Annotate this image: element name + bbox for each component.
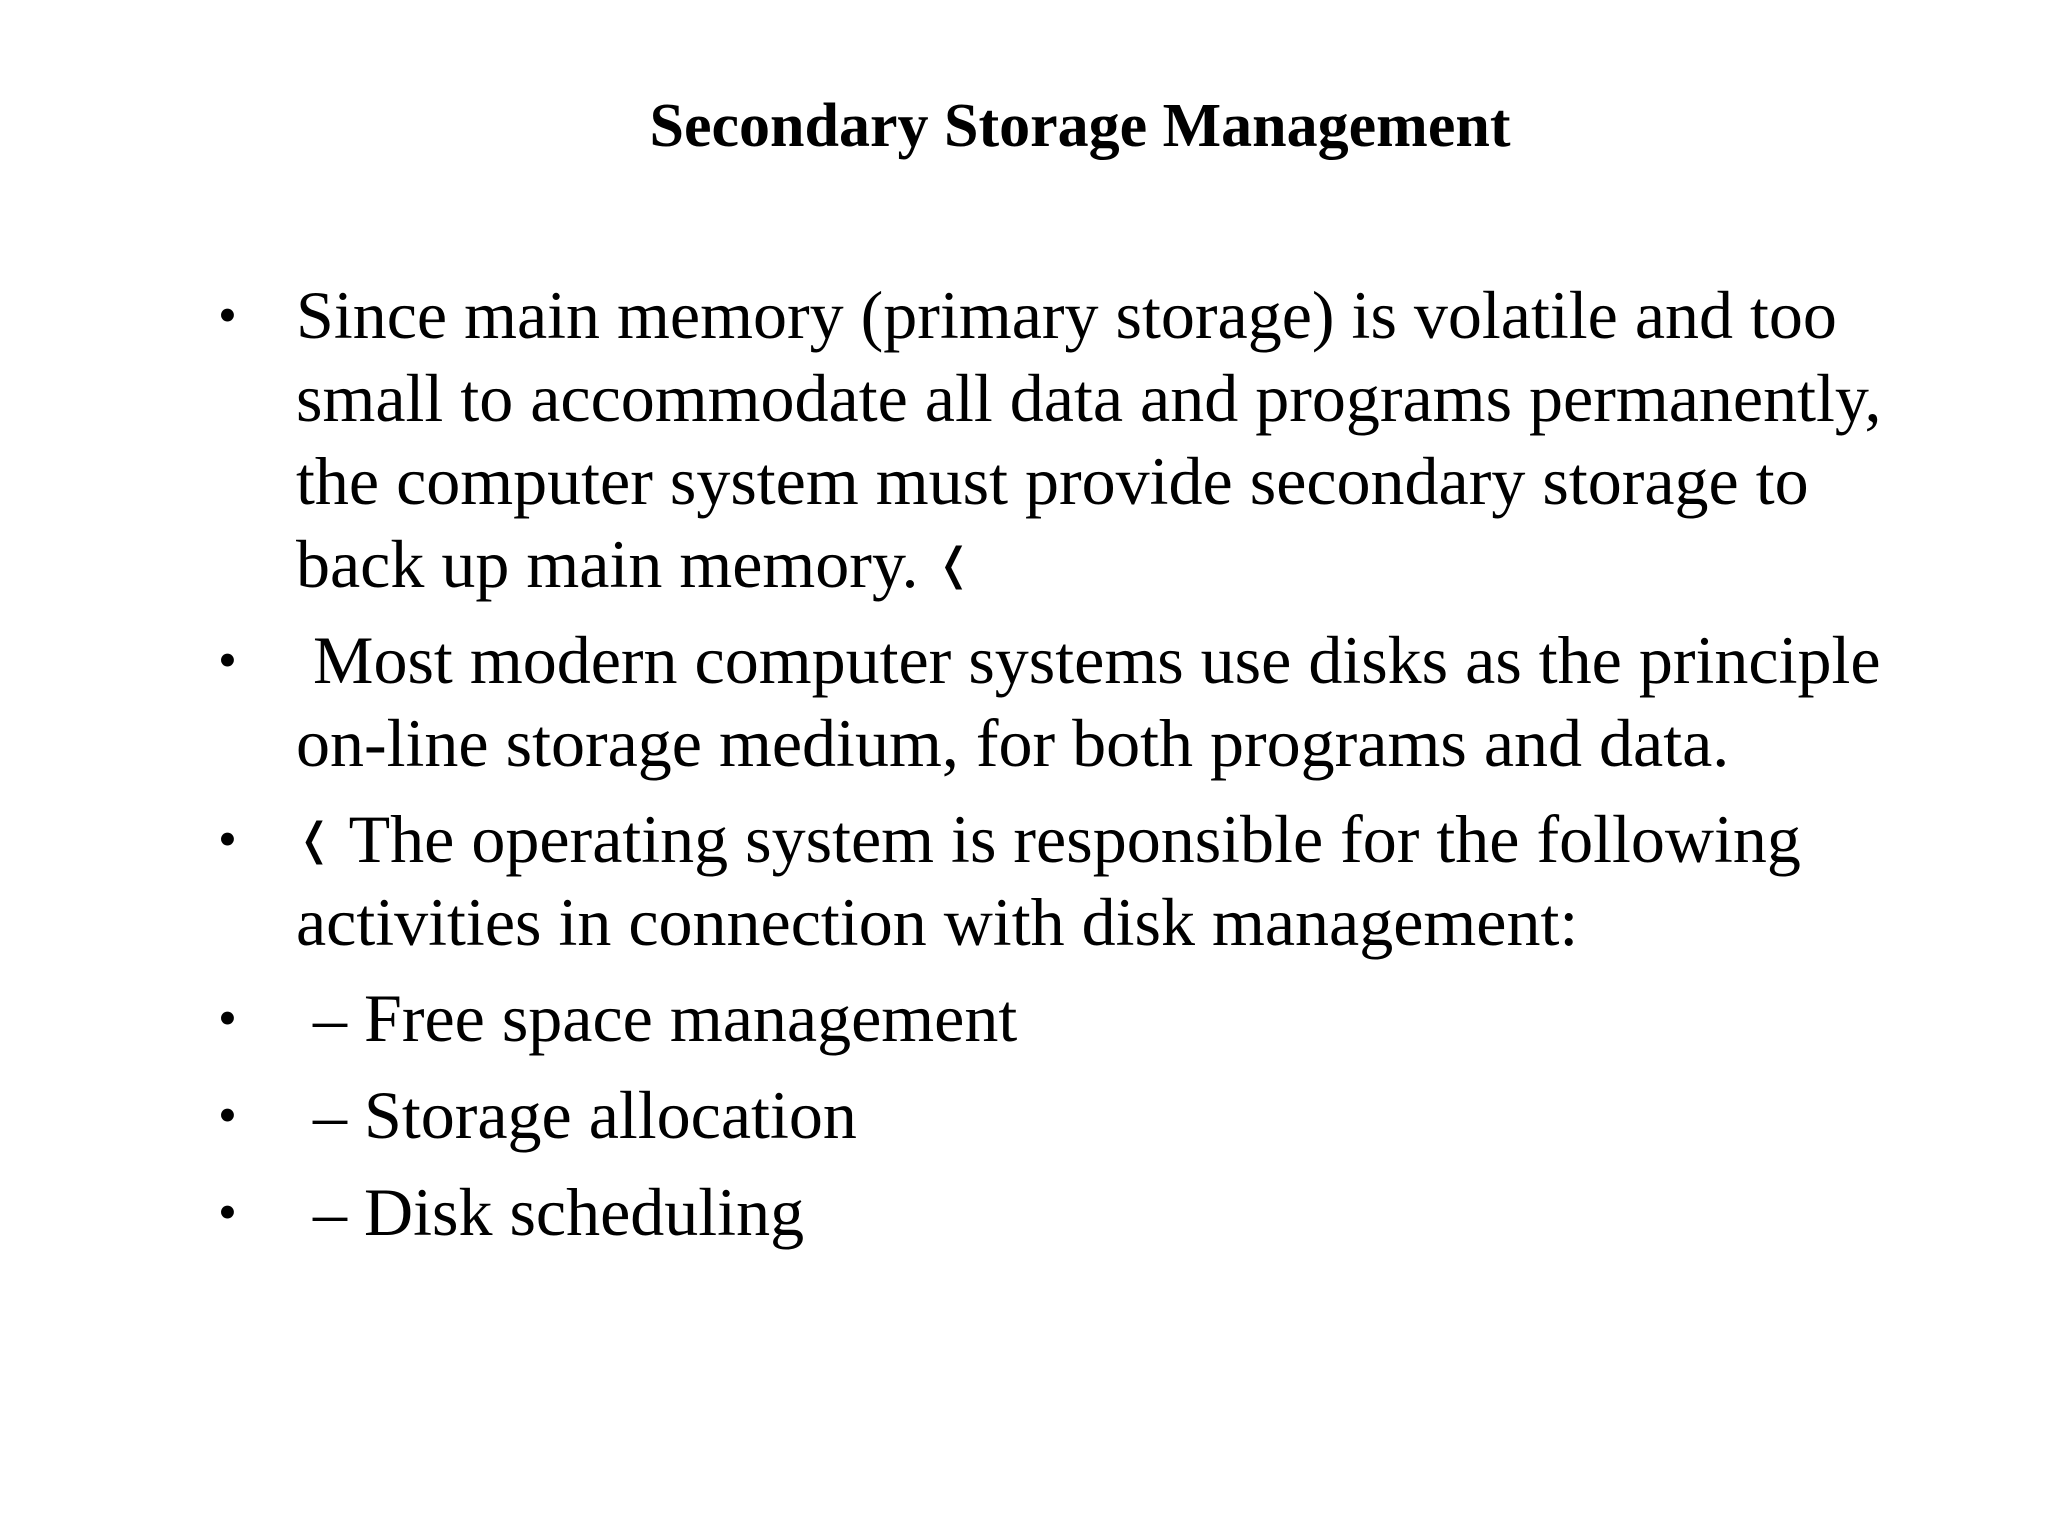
bullet-text: The operating system is responsible for the following activities in connection with disk management:	[296, 801, 1818, 960]
bullet-text: – Free space management	[296, 980, 1018, 1056]
angle-bracket-mark: ❬	[296, 814, 333, 865]
bullet-text: Most modern computer systems use disks as the principle on-line storage medium, for both programs and data.	[296, 622, 1898, 781]
bullet-dot-icon: •	[218, 285, 237, 345]
bullet-dot-icon: •	[218, 1182, 237, 1242]
bullet-text: Since main memory (primary storage) is volatile and too small to accommodate all data and programs permanently, the computer system must provide secondary storage to back up main memory.	[296, 277, 1899, 602]
bullet-item	[218, 1171, 1918, 1254]
bullet-item	[218, 274, 1918, 606]
bullet-item	[218, 619, 1918, 785]
bullet-dot-icon: •	[218, 630, 237, 690]
bullet-item	[218, 1074, 1918, 1157]
angle-bracket-mark: ❬	[935, 539, 973, 590]
slide-title: Secondary Storage Management	[649, 92, 1511, 160]
bullet-item	[218, 798, 1918, 964]
bullet-text: – Storage allocation	[296, 1077, 857, 1153]
bullet-list	[218, 274, 1918, 1268]
bullet-dot-icon: •	[218, 988, 237, 1048]
bullet-dot-icon: •	[218, 809, 237, 869]
bullet-item	[218, 977, 1918, 1060]
bullet-text: – Disk scheduling	[296, 1174, 805, 1250]
bullet-dot-icon: •	[218, 1085, 237, 1145]
